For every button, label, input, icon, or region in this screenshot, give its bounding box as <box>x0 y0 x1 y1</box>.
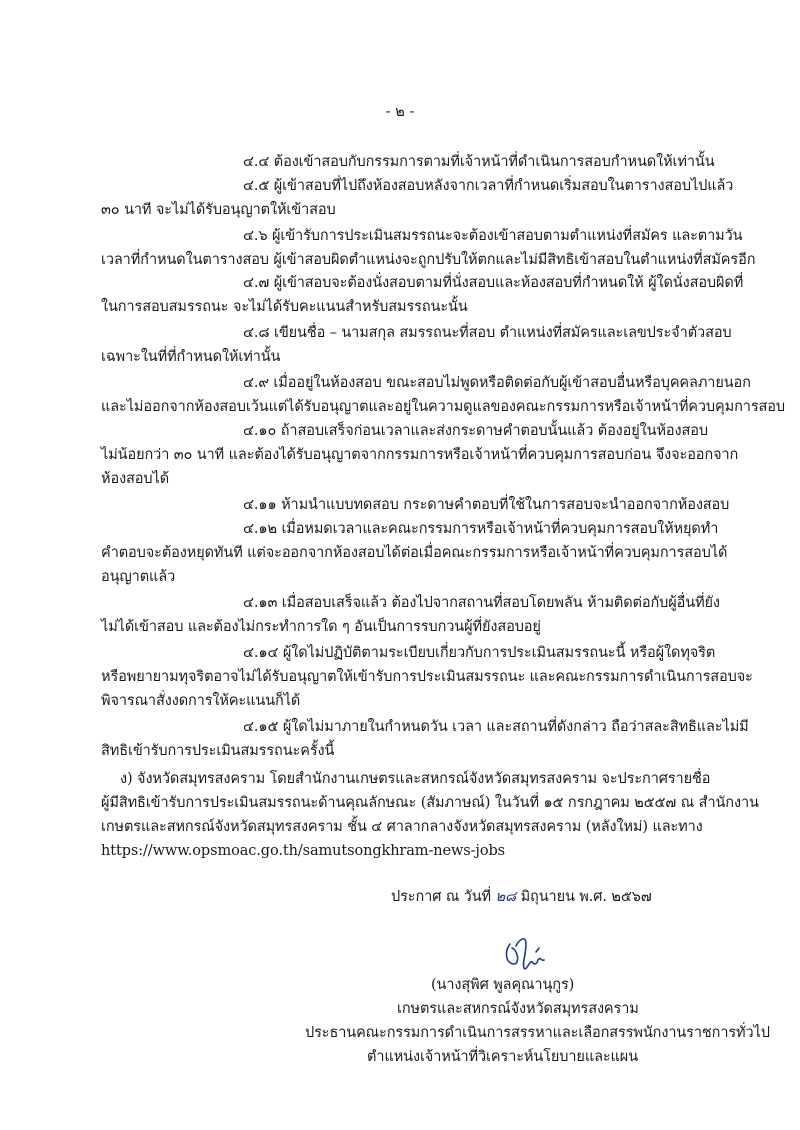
body-line-l18: อนุญาตแล้ว <box>101 569 176 585</box>
body-line-l17: คำตอบจะต้องหยุดทันที แต่จะออกจากห้องสอบได้ต่อเมื่อคณะกรรมการหรือเจ้าหน้าที่ควบคุมการสอบได้ <box>101 545 728 561</box>
body-line-l15: ๔.๑๑ ห้ามนำแบบทดสอบ กระดาษคำตอบที่ใช้ในการสอบจะนำออกจากห้องสอบ <box>243 497 730 513</box>
body-line-l03: ๓๐ นาที จะไม่ได้รับอนุญาตให้เข้าสอบ <box>101 202 336 218</box>
body-line-l12: ๔.๑๐ ถ้าสอบเสร็จก่อนเวลาและส่งกระดาษคำตอบนั้นแล้ว ต้องอยู่ในห้องสอบ <box>243 423 708 439</box>
body-line-l06: ๔.๗ ผู้เข้าสอบจะต้องนั่งสอบตามที่นั่งสอบและห้องสอบที่กำหนดให้ ผู้ใดนั่งสอบผิดที่ <box>243 275 744 291</box>
body-line-l21: ๔.๑๔ ผู้ใดไม่ปฏิบัติตามระเบียบเกี่ยวกับการประเมินสมรรถนะนี้ หรือผู้ใดทุจริต <box>243 645 716 661</box>
body-line-l13: ไม่น้อยกว่า ๓๐ นาที และต้องได้รับอนุญาตจากกรรมการหรือเจ้าหน้าที่ควบคุมการสอบก่อน จึงจะออกจาก <box>101 447 739 463</box>
body-line-l26: ง) จังหวัดสมุทรสงคราม โดยสำนักงานเกษตรและสหกรณ์จังหวัดสมุทรสงคราม จะประกาศรายชื่อ <box>120 771 711 787</box>
body-line-l23: พิจารณาสั่งงดการให้คะแนนก็ได้ <box>101 693 301 709</box>
body-line-l11: และไม่ออกจากห้องสอบเว้นแต่ได้รับอนุญาตและอยู่ในความดูแลของคณะกรรมการหรือเจ้าหน้าที่ควบคุมการสอบ <box>101 399 785 415</box>
body-line-l19: ๔.๑๓ เมื่อสอบเสร็จแล้ว ต้องไปจากสถานที่สอบโดยพลัน ห้ามติดต่อกับผู้อื่นที่ยัง <box>243 595 720 611</box>
body-line-l24: ๔.๑๕ ผู้ใดไม่มาภายในกำหนดวัน เวลา และสถานที่ดังกล่าว ถือว่าสละสิทธิและไม่มี <box>243 719 749 735</box>
announcement-date <box>391 887 652 907</box>
body-line-l29: https://www.opsmoac.go.th/samutsongkhram-news-jobs <box>101 843 505 859</box>
body-line-l20: ไม่ได้เข้าสอบ และต้องไม่กระทำการใด ๆ อันเป็นการรบกวนผู้ที่ยังสอบอยู่ <box>101 619 541 635</box>
signer-title-1: เกษตรและสหกรณ์จังหวัดสมุทรสงคราม <box>397 1001 639 1017</box>
signer-title-3: ตำแหน่งเจ้าหน้าที่วิเคราะห์นโยบายและแผน <box>367 1049 639 1065</box>
body-line-l16: ๔.๑๒ เมื่อหมดเวลาและคณะกรรมการหรือเจ้าหน้าที่ควบคุมการสอบให้หยุดทำ <box>243 521 719 537</box>
body-line-l22: หรือพยายามทุจริตอาจไม่ได้รับอนุญาตให้เข้ารับการประเมินสมรรถนะ และคณะกรรมการดำเนินการสอบจะ <box>101 669 753 685</box>
handwritten-signature <box>496 930 576 980</box>
body-line-l08: ๔.๘ เขียนชื่อ – นามสกุล สมรรถนะที่สอบ ตำแหน่งที่สมัครและเลขประจำตัวสอบ <box>243 325 732 341</box>
body-line-l10: ๔.๙ เมื่ออยู่ในห้องสอบ ขณะสอบไม่พูดหรือติดต่อกับผู้เข้าสอบอื่นหรือบุคคลภายนอก <box>243 375 751 391</box>
announce-day: ๒๘ <box>495 889 517 905</box>
body-line-l25: สิทธิเข้ารับการประเมินสมรรถนะครั้งนี้ <box>101 743 335 759</box>
announce-suffix: มิถุนายน พ.ศ. ๒๕๖๗ <box>520 889 652 905</box>
body-line-l02: ๔.๕ ผู้เข้าสอบที่ไปถึงห้องสอบหลังจากเวลาที่กำหนดเริ่มสอบในตารางสอบไปแล้ว <box>243 178 734 194</box>
body-line-l04: ๔.๖ ผู้เข้ารับการประเมินสมรรถนะจะต้องเข้าสอบตามตำแหน่งที่สมัคร และตามวัน <box>243 228 743 244</box>
announce-prefix: ประกาศ ณ วันที่ <box>391 889 491 905</box>
body-line-l01: ๔.๔ ต้องเข้าสอบกับกรรมการตามที่เจ้าหน้าที่ดำเนินการสอบกำหนดให้เท่านั้น <box>243 154 715 170</box>
body-line-l05: เวลาที่กำหนดในตารางสอบ ผู้เข้าสอบผิดตำแหน่งจะถูกปรับให้ตกและไม่มีสิทธิเข้าสอบในตำแหน่งที่สมัครอีก <box>101 252 756 268</box>
body-line-l07: ในการสอบสมรรถนะ จะไม่ได้รับคะแนนสำหรับสมรรถนะนั้น <box>101 299 468 315</box>
body-line-l28: เกษตรและสหกรณ์จังหวัดสมุทรสงคราม ชั้น ๔ ศาลากลางจังหวัดสมุทรสงคราม (หลังใหม่) และทาง <box>101 819 703 835</box>
page-number: - ๒ - <box>385 104 415 120</box>
body-line-l14: ห้องสอบได้ <box>101 471 170 487</box>
signer-name: (นางสุพิศ พูลคุณานุกูร) <box>431 977 575 993</box>
signer-title-2: ประธานคณะกรรมการดำเนินการสรรหาและเลือกสรรพนักงานราชการทั่วไป <box>305 1025 770 1041</box>
body-line-l09: เฉพาะในที่ที่กำหนดให้เท่านั้น <box>101 349 281 365</box>
body-line-l27: ผู้มีสิทธิเข้ารับการประเมินสมรรถนะด้านคุณลักษณะ (สัมภาษณ์) ในวันที่ ๑๕ กรกฎาคม ๒๕๕๗ ณ สำนักงาน <box>101 795 759 811</box>
